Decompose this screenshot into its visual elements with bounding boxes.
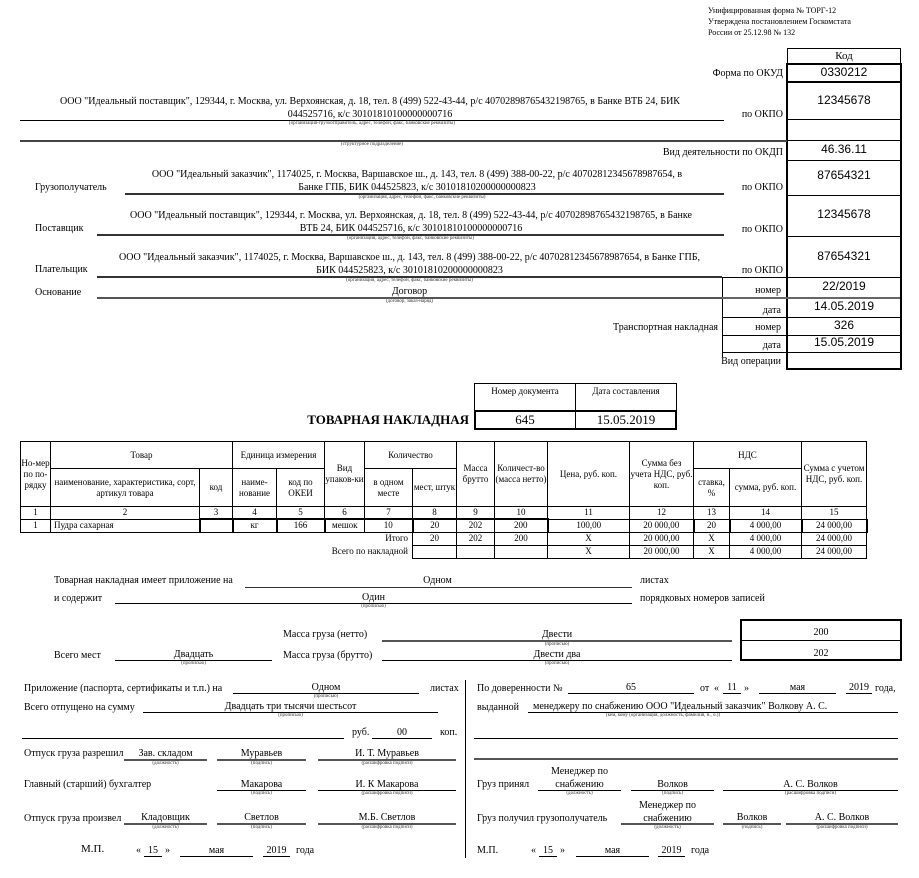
issued-label: выданной [477, 702, 520, 713]
transport-label: Транспортная накладная [613, 322, 718, 333]
received-sign[interactable]: Волков [736, 812, 768, 823]
code-divider [788, 236, 900, 237]
code-divider [788, 160, 900, 161]
payer-field[interactable] [97, 251, 722, 277]
grand-price: X [548, 545, 630, 558]
caption-sign: (подпись) [251, 761, 272, 766]
okud-label: Форма по ОКУД [712, 68, 783, 79]
proxy-number[interactable]: 65 [626, 682, 636, 693]
mass-net-caption: (прописью) [544, 642, 570, 647]
caption-name: (расшифровка подписи) [361, 825, 413, 830]
sum-words[interactable]: Двадцать три тысячи шестьсот [224, 701, 357, 712]
col-number: 12 [630, 507, 694, 520]
proxy-label: По доверенности № [477, 683, 563, 694]
payer-okpo-label: по ОКПО [741, 265, 783, 276]
basis-date-code[interactable]: 14.05.2019 [813, 299, 875, 313]
total-vat-rate: X [694, 532, 730, 545]
proxy-quote-close: » [744, 683, 749, 694]
mass-net-words[interactable]: Двести [541, 629, 573, 640]
appendix-suffix: листах [640, 575, 669, 586]
row-vat-sum[interactable]: 4 000,00 [730, 519, 802, 532]
proxy-day[interactable]: 11 [727, 682, 737, 693]
caption-sign: (подпись) [662, 791, 683, 796]
contains-label: и содержит [54, 593, 103, 604]
total-places: 20 [413, 532, 457, 545]
header-price: Цена, руб. коп. [548, 442, 630, 507]
header-unit-okei: код по ОКЕИ [277, 469, 325, 507]
shipper-caption: (организация-грузоотправитель, адрес, телефон, факс, банковские реквизиты) [288, 121, 456, 126]
consignee-okpo-label: по ОКПО [741, 182, 783, 193]
caption-position: (должность) [152, 825, 179, 830]
right-month[interactable]: мая [604, 845, 621, 856]
transport-number-code[interactable]: 326 [833, 318, 855, 332]
okud-code[interactable]: 0330212 [820, 65, 868, 79]
grand-sum-vat: 24 000,00 [802, 545, 867, 558]
header-vat: НДС [694, 442, 802, 469]
grand-gross [457, 545, 495, 558]
underline [846, 693, 872, 694]
issued-caption: (кем, кому (организация, должность, фамилия, и., о.)) [605, 713, 721, 718]
accepted-name[interactable]: А. С. Волков [783, 779, 838, 790]
places-words[interactable]: Двадцать [173, 649, 214, 660]
accepted-sign[interactable]: Волков [657, 779, 688, 790]
header-vat-sum: сумма, руб. коп. [730, 469, 802, 507]
col-number: 8 [413, 507, 457, 520]
left-quote-close: » [165, 845, 170, 856]
proxy-year-suffix: года, [875, 683, 896, 694]
row-price[interactable]: 100,00 [548, 519, 630, 532]
appendix-value[interactable]: Одном [423, 575, 452, 586]
goods-table [20, 441, 868, 559]
released-by-name[interactable]: М.Б. Светлов [358, 812, 416, 823]
released-by-sign[interactable]: Светлов [244, 812, 279, 823]
caption-position: (должность) [152, 761, 179, 766]
grand-places [413, 545, 457, 558]
mass-net-value[interactable]: 200 [813, 627, 829, 638]
col-number: 2 [51, 507, 200, 520]
grand-vat-sum: 4 000,00 [730, 545, 802, 558]
grand-net [495, 545, 548, 558]
payer-line2: БИК 044525823, к/с 30101810200000000823 [316, 265, 503, 276]
accountant-sign[interactable]: Макарова [240, 779, 283, 790]
shipper-okpo-label: по ОКПО [741, 109, 783, 120]
proxy-month[interactable]: мая [789, 682, 806, 693]
grand-sum-novat: 20 000,00 [630, 545, 694, 558]
shipper-okpo-code[interactable]: 12345678 [817, 93, 871, 107]
col-number: 13 [694, 507, 730, 520]
col-number: 6 [325, 507, 365, 520]
right-day[interactable]: 15 [543, 845, 553, 856]
row-num: 1 [21, 519, 51, 532]
row-vat-rate[interactable]: 20 [694, 519, 730, 532]
total-price: X [548, 532, 630, 545]
header-sum-vat: Сумма с учетом НДС, руб. коп. [802, 442, 867, 507]
table-row [21, 519, 867, 532]
header-goods-code: код [200, 469, 233, 507]
division-caption: (структурное подразделение) [340, 142, 404, 147]
supplier-okpo-label: по ОКПО [741, 224, 783, 235]
code-divider [788, 81, 900, 83]
caption-name: (расшифровка подписи) [816, 825, 868, 830]
total-sum-novat: 20 000,00 [630, 532, 694, 545]
underline [144, 856, 162, 857]
release-allowed-position[interactable]: Зав. складом [138, 748, 193, 759]
basis-date-label: дата [762, 305, 781, 316]
row-okei[interactable]: 166 [277, 519, 325, 532]
release-allowed-name[interactable]: И. Т. Муравьев [355, 748, 419, 759]
received-position[interactable]: Менеджер по снабжению [638, 800, 696, 824]
supplier-line1: ООО "Идеальный поставщик", 129344, г. Москва, ул. Верхоянская, д. 18, тел. 8 (499) 522-43-44, р/с 40702898765432198765, в Банке [130, 210, 692, 221]
mass-gross-caption: (прописью) [544, 661, 570, 666]
header-net: Количест-во (масса нетто) [495, 442, 548, 507]
col-number: 5 [277, 507, 325, 520]
right-quote-open: « [531, 845, 536, 856]
row-sum-novat[interactable]: 20 000,00 [630, 519, 694, 532]
code-divider [788, 119, 900, 120]
release-allowed-sign[interactable]: Муравьев [240, 748, 283, 759]
left-month[interactable]: мая [208, 845, 225, 856]
payer-okpo-code[interactable]: 87654321 [817, 249, 871, 263]
grand-vat-rate: X [694, 545, 730, 558]
appendix-label: Товарная накладная имеет приложение на [54, 575, 233, 586]
doc-date-header: Дата составления [592, 386, 660, 396]
kop-underline [372, 738, 432, 739]
doc-number[interactable]: 645 [515, 412, 535, 427]
transport-date-label: дата [762, 340, 781, 351]
caption-sign: (подпись) [741, 825, 763, 830]
mass-box-divider [742, 640, 900, 641]
header-goods: Товар [51, 442, 233, 469]
accepted-position[interactable]: Менеджер по снабжению [550, 766, 608, 790]
col-number: 14 [730, 507, 802, 520]
issued-continuation-underline [474, 738, 898, 739]
column-numbers-row [21, 507, 867, 520]
consignee-okpo-code[interactable]: 87654321 [817, 168, 871, 182]
grand-total-row [21, 545, 867, 558]
col-number: 1 [21, 507, 51, 520]
form-approval [708, 5, 851, 38]
accountant-name[interactable]: И. К Макарова [355, 779, 419, 790]
basis-number-code[interactable]: 22/2019 [822, 279, 866, 293]
received-label: Груз получил грузополучатель [477, 813, 608, 824]
underline [759, 693, 836, 694]
total-row [21, 532, 867, 545]
code-divider [788, 195, 900, 196]
shipper-line2: 044525716, к/с 30101810100000000716 [287, 109, 453, 120]
header-gross: Масса брутто [457, 442, 495, 507]
total-sum-vat: 24 000,00 [802, 532, 867, 545]
sum-continuation-underline [22, 738, 344, 739]
header-sum-novat: Сумма без учета НДС, руб. коп. [630, 442, 694, 507]
contains-value[interactable]: Один [362, 592, 385, 603]
header-unit-name: наиме-нование [233, 469, 277, 507]
row-pack[interactable]: мешок [325, 519, 365, 532]
left-year[interactable]: 2019 [266, 845, 287, 856]
form-approval-line2: Утверждена постановлением Госкомстата [708, 17, 851, 26]
left-quote-open: « [136, 845, 141, 856]
header-qty-places: мест, штук [413, 469, 457, 507]
basis-value[interactable]: Договор [391, 286, 428, 297]
attach-suffix: листах [430, 683, 459, 694]
right-stamp-place: М.П. [477, 845, 499, 856]
consignee-field[interactable] [112, 168, 722, 194]
released-by-label: Отпуск груза произвел [24, 813, 122, 824]
col-number: 4 [233, 507, 277, 520]
basis-caption: (договор, заказ-наряд) [385, 299, 434, 304]
payer-line1: ООО "Идеальный заказчик", 1174025, г. Москва, Варшавское ш., д. 143, тел. 8 (499) 388-00-22, р/с 40702812345678987654, в Банке ГПБ, [119, 252, 700, 263]
released-by-position[interactable]: Кладовщик [141, 812, 190, 823]
okdp-label: Вид деятельности по ОКДП [662, 147, 783, 158]
rub-label: руб. [352, 727, 370, 738]
header-qty-one: в одном месте [365, 469, 413, 507]
code-divider [788, 140, 900, 141]
proxy-from: от [700, 683, 710, 694]
transport-number-label: номер [755, 322, 781, 333]
total-label: Итого [385, 533, 408, 544]
form-approval-line1: Унифицированная форма № ТОРГ-12 [708, 6, 837, 15]
mass-gross-label: Масса груза (брутто) [283, 650, 373, 661]
header-qty: Количество [365, 442, 457, 469]
section-divider [474, 758, 898, 760]
right-year-suffix: года [691, 845, 710, 856]
col-number: 7 [365, 507, 413, 520]
consignee-caption: (организация, адрес, телефон, факс, банковские реквизиты) [358, 195, 486, 200]
appendix-underline [245, 587, 632, 588]
header-pack: Вид упаков-ки [325, 442, 365, 507]
right-year[interactable]: 2019 [661, 845, 682, 856]
total-net: 200 [495, 532, 548, 545]
places-label: Всего мест [54, 650, 101, 661]
col-number: 9 [457, 507, 495, 520]
doc-date[interactable]: 15.05.2019 [596, 412, 656, 427]
shipper-field[interactable] [20, 95, 720, 121]
operation-label: Вид операции [721, 356, 781, 367]
left-stamp-place: М.П. [81, 843, 105, 855]
caption-position: (должность) [654, 825, 681, 830]
left-day[interactable]: 15 [148, 845, 158, 856]
supplier-okpo-code[interactable]: 12345678 [817, 207, 871, 221]
release-allowed-label: Отпуск груза разрешил [24, 748, 124, 759]
payer-caption: (организация, адрес, телефон, факс, банковские реквизиты) [346, 278, 473, 283]
total-gross: 202 [457, 532, 495, 545]
supplier-line2: ВТБ 24, БИК 044525716, к/с 30101810100000000716 [299, 223, 523, 234]
code-divider [722, 352, 900, 353]
row-unit[interactable]: кг [233, 519, 277, 532]
supplier-label: Поставщик [35, 223, 84, 234]
places-caption: (прописью) [181, 661, 206, 666]
col-number: 15 [802, 507, 867, 520]
shipper-line1: ООО "Идеальный поставщик", 129344, г. Москва, ул. Верхоянская, д. 18, тел. 8 (499) 522-43-44, р/с 40702898765432198765, в Банке ВТБ 24, БИК [60, 96, 680, 107]
col-number: 3 [200, 507, 233, 520]
underline [539, 856, 557, 857]
underline [723, 693, 741, 694]
issued-value[interactable]: менеджеру по снабжению ООО "Идеальный заказчик" Волкову А. С. [533, 701, 828, 712]
header-unit: Единица измерения [233, 442, 325, 469]
proxy-quote-open: « [714, 683, 719, 694]
accountant-label: Главный (старший) бухгалтер [24, 779, 152, 790]
row-sum-vat[interactable]: 24 000,00 [802, 519, 867, 532]
doc-number-header: Номер документа [491, 386, 559, 396]
document-title: ТОВАРНАЯ НАКЛАДНАЯ [307, 412, 469, 427]
underline [658, 856, 685, 857]
row-code[interactable] [200, 519, 233, 532]
attach-value[interactable]: Одном [311, 682, 341, 693]
mass-net-label: Масса груза (нетто) [283, 629, 368, 640]
basis-number-label: номер [755, 285, 781, 296]
supplier-field[interactable] [100, 209, 722, 235]
attach-label: Приложение (паспорта, сертификаты и т.п.) на [24, 683, 223, 694]
col-number: 10 [495, 507, 548, 520]
okdp-code[interactable]: 46.36.11 [821, 142, 867, 156]
received-name[interactable]: А. С. Волков [814, 812, 870, 823]
total-vat-sum: 4 000,00 [730, 532, 802, 545]
payer-label: Плательщик [35, 264, 88, 275]
form-approval-line3: России от 25.12.98 № 132 [708, 28, 796, 37]
basis-label: Основание [35, 287, 82, 298]
caption-name: (расшифровка подписи) [361, 761, 413, 766]
sum-label: Всего отпущено на сумму [24, 702, 135, 713]
caption-name: (расшифровка подписи) [361, 791, 413, 796]
attach-caption: (прописью) [313, 694, 339, 699]
kop-label: коп. [440, 727, 458, 738]
header-vat-rate: ставка, % [694, 469, 730, 507]
row-name[interactable]: Пудра сахарная [51, 519, 200, 532]
consignee-line1: ООО "Идеальный заказчик", 1174025, г. Москва, Варшавское ш., д. 143, тел. 8 (499) 388-00-22, р/с 40702812345678987654, в [151, 169, 683, 180]
header-num: Но-мер по по-рядку [21, 442, 51, 507]
accepted-label: Груз принял [477, 779, 530, 790]
underline [568, 693, 694, 694]
caption-position: (должность) [566, 791, 593, 796]
contains-caption: (прописью) [361, 604, 386, 609]
underline [180, 856, 253, 857]
row-per-place[interactable]: 10 [365, 519, 413, 532]
row-gross[interactable]: 202 [457, 519, 495, 532]
supplier-caption: (организация, адрес, телефон, факс, банковские реквизиты) [347, 236, 474, 241]
proxy-year[interactable]: 2019 [849, 682, 869, 693]
kop-value[interactable]: 00 [397, 727, 407, 738]
right-quote-close: » [560, 845, 565, 856]
codes-header: Код [787, 48, 901, 64]
underline [263, 856, 290, 857]
caption-sign: (подпись) [251, 825, 272, 830]
caption-name: (расшифровка подписи) [784, 791, 837, 796]
col-number: 11 [548, 507, 630, 520]
consignee-label: Грузополучатель [35, 182, 107, 193]
caption-sign: (подпись) [251, 791, 272, 796]
row-places[interactable]: 20 [413, 519, 457, 532]
column-separator [465, 680, 466, 858]
mass-gross-words[interactable]: Двести два [533, 649, 581, 660]
grand-total-label: Всего по накладной [331, 546, 408, 556]
underline [576, 856, 649, 857]
header-goods-name: наименование, характеристика, сорт, артикул товара [51, 469, 200, 507]
contains-suffix: порядковых номеров записей [640, 593, 765, 604]
mass-gross-value[interactable]: 202 [813, 648, 829, 659]
consignee-line2: Банке ГПБ, БИК 044525823, к/с 30101810200000000823 [298, 182, 536, 193]
sum-caption: (прописью) [278, 713, 303, 718]
row-net[interactable]: 200 [495, 519, 548, 532]
left-year-suffix: года [296, 845, 315, 856]
transport-date-code[interactable]: 15.05.2019 [813, 335, 875, 349]
